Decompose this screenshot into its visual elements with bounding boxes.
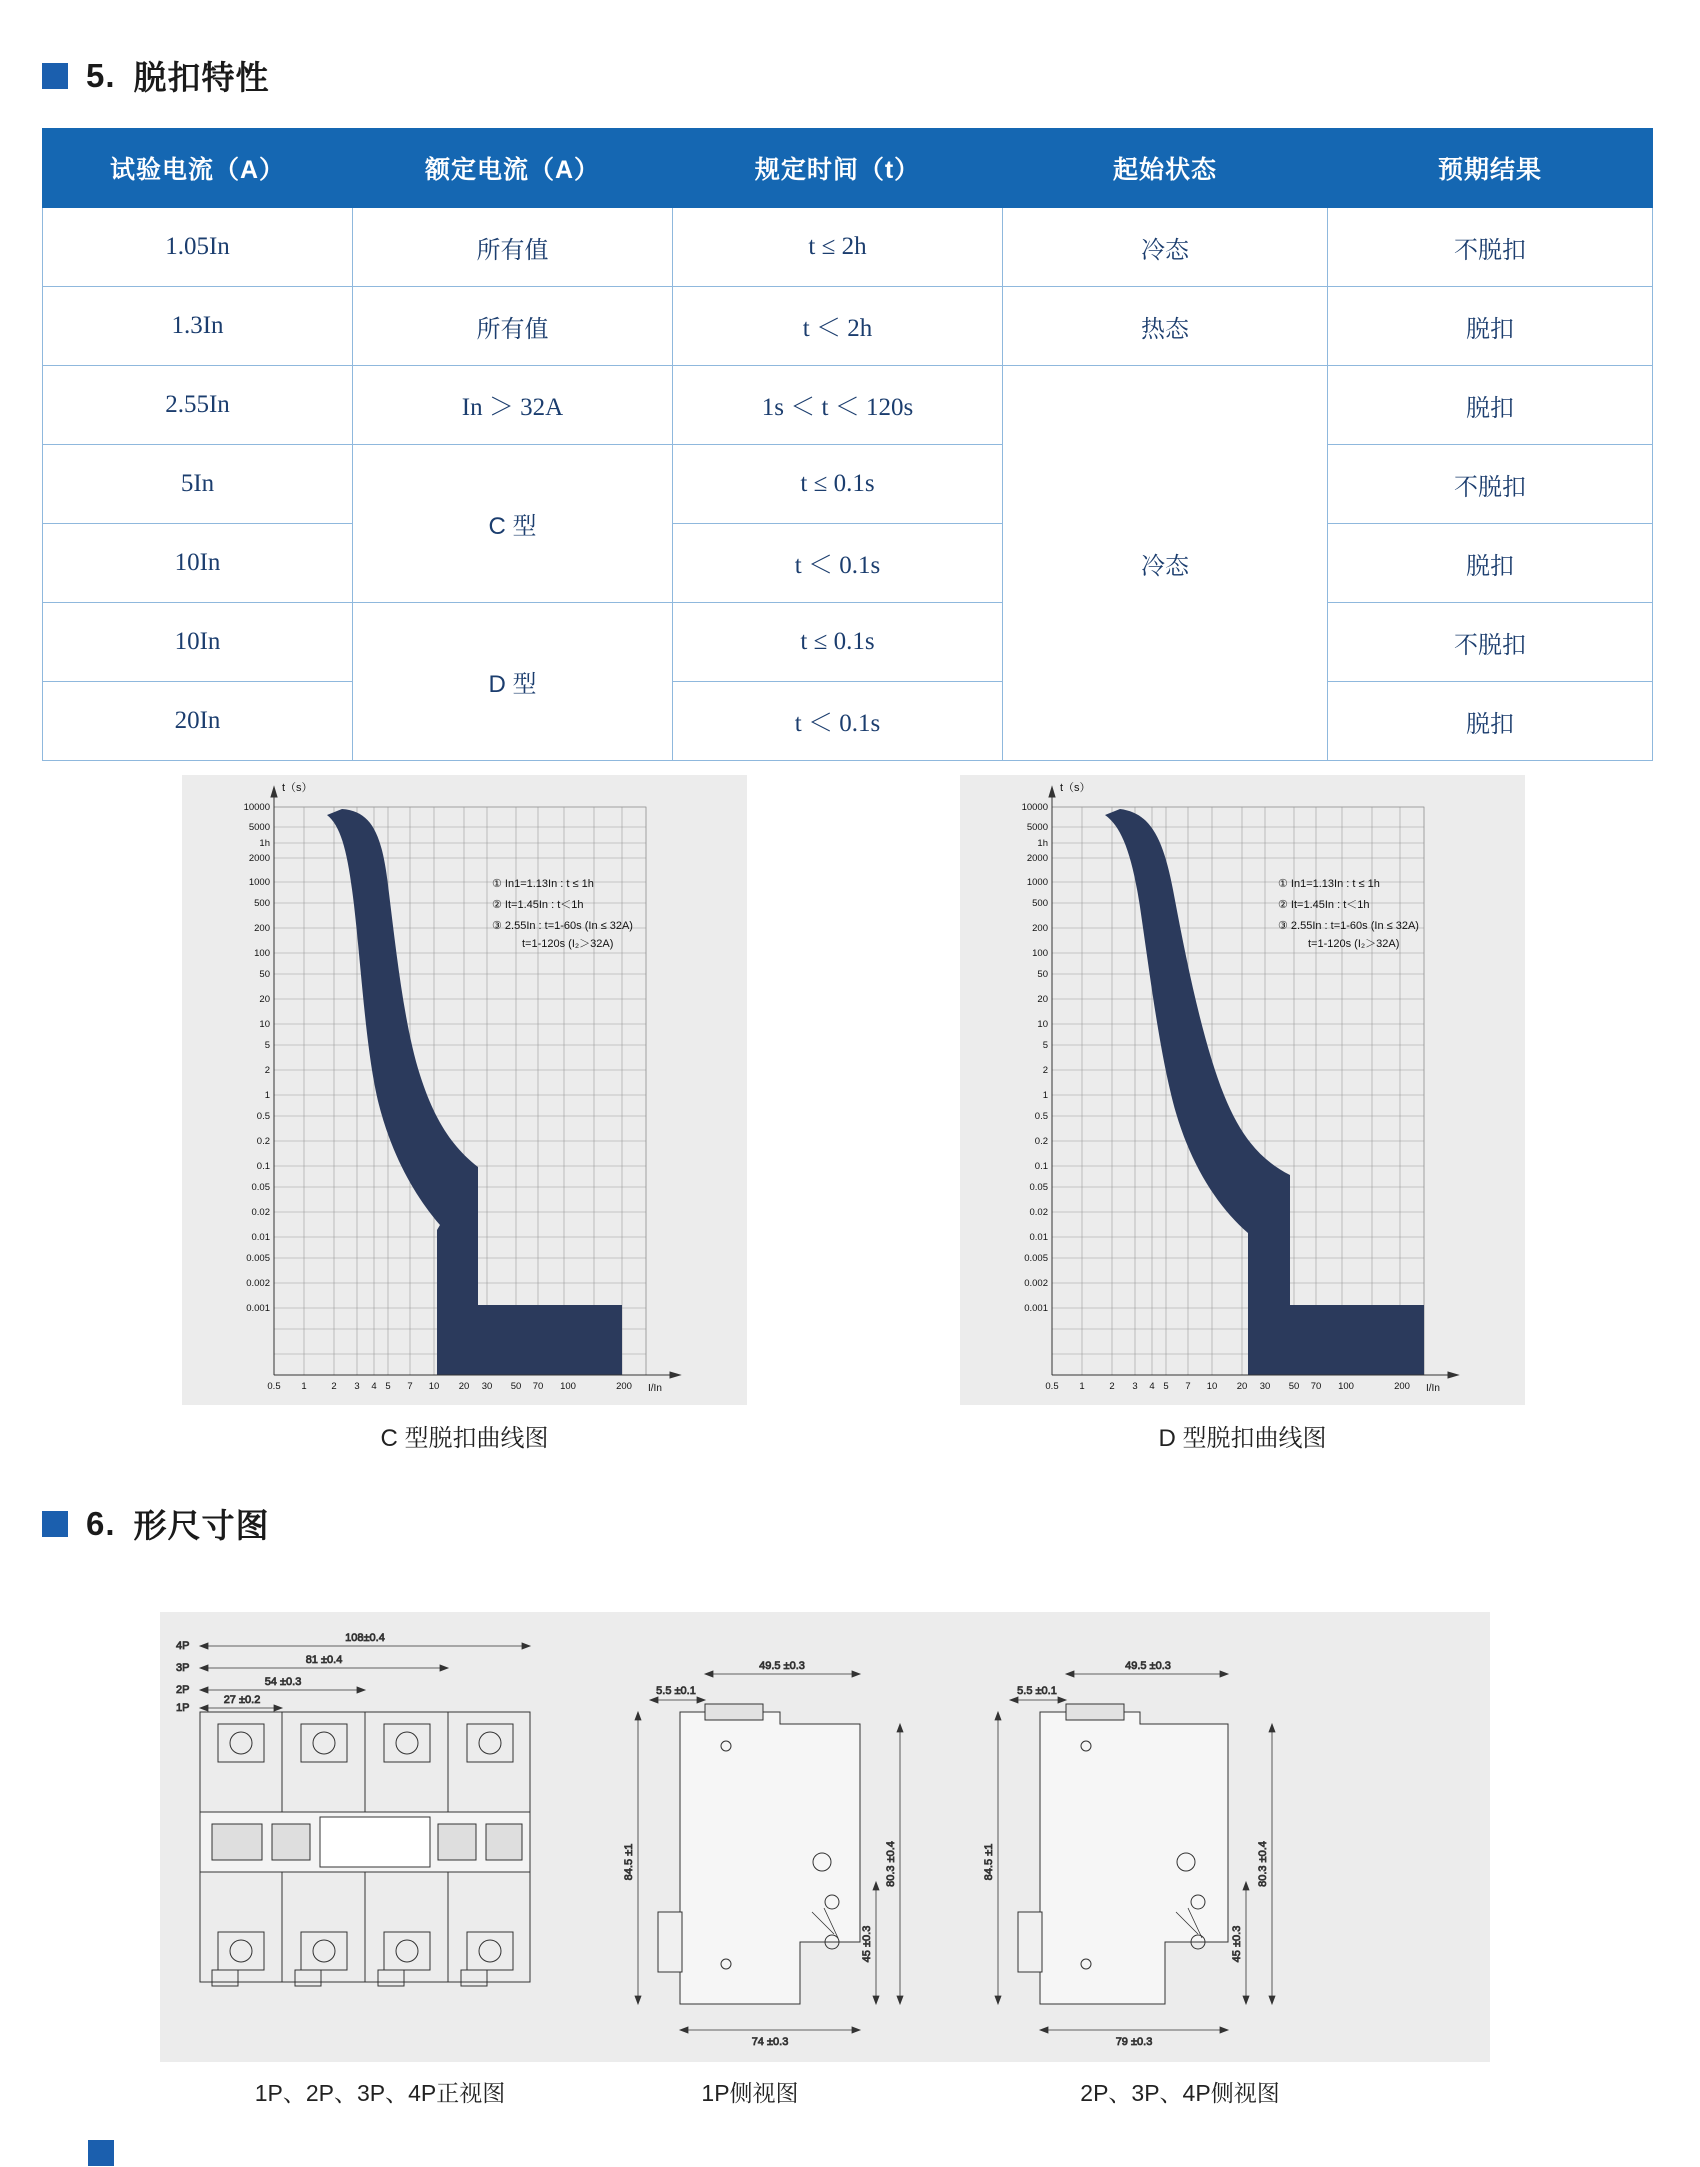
cell-rated-current: 所有值: [353, 287, 673, 366]
table-row: [43, 208, 1653, 287]
dim-front-81: 81 ±0.4: [305, 1654, 343, 1666]
section-title-6: 形尺寸图: [133, 1507, 270, 1544]
svg-text:70: 70: [532, 1381, 544, 1392]
svg-text:0.1: 0.1: [1034, 1161, 1048, 1172]
svg-text:0.005: 0.005: [246, 1253, 270, 1264]
caption-trip-curve-c: C 型脱扣曲线图: [380, 1425, 549, 1452]
svg-text:2000: 2000: [248, 853, 270, 864]
cell-initial-state: 热态: [1003, 287, 1328, 366]
svg-text:0.005: 0.005: [1024, 1253, 1048, 1264]
table-row: [43, 603, 1653, 682]
svg-text:7: 7: [407, 1381, 413, 1392]
svg-text:2: 2: [264, 1065, 270, 1076]
cell-test-current: 10In: [43, 524, 353, 603]
table-row: [43, 524, 1653, 603]
svg-text:5000: 5000: [1026, 822, 1048, 833]
svg-text:5: 5: [1042, 1040, 1048, 1051]
table-row: [43, 445, 1653, 524]
curve-note-c-1: ① In1=1.13In : t ≤ 1h: [492, 878, 594, 890]
table-row: [43, 366, 1653, 445]
cell-specified-time: t ≤ 0.1s: [673, 603, 1003, 682]
col-header-initial-state: 起始状态: [1003, 129, 1328, 208]
svg-text:100: 100: [1032, 948, 1048, 959]
svg-text:0.2: 0.2: [1034, 1136, 1048, 1147]
svg-text:I/In: I/In: [1426, 1383, 1440, 1394]
pole-label-4p: 4P: [176, 1640, 190, 1652]
svg-text:3: 3: [354, 1381, 360, 1392]
svg-text:1h: 1h: [1037, 838, 1048, 849]
curve-note-c-3: ③ 2.55In : t=1-60s (In ≤ 32A): [492, 920, 633, 932]
svg-text:30: 30: [481, 1381, 493, 1392]
svg-text:20: 20: [458, 1381, 470, 1392]
cell-rated-current-c-type: C 型: [353, 445, 673, 603]
svg-text:2: 2: [1042, 1065, 1048, 1076]
col-header-rated-current: 额定电流（A）: [353, 129, 673, 208]
cell-expected-result: 不脱扣: [1328, 208, 1653, 287]
svg-text:0.002: 0.002: [246, 1278, 270, 1289]
svg-text:t（s）: t（s）: [1060, 782, 1091, 794]
svg-text:7: 7: [1185, 1381, 1191, 1392]
svg-text:5: 5: [1163, 1381, 1169, 1392]
svg-text:100: 100: [1338, 1381, 1354, 1392]
curve-note-c-2: ② It=1.45In : t＜1h: [492, 899, 584, 911]
svg-text:50: 50: [259, 969, 270, 980]
caption-trip-curve-d: D 型脱扣曲线图: [1158, 1425, 1327, 1452]
svg-text:70: 70: [1310, 1381, 1322, 1392]
col-header-expected-result: 预期结果: [1328, 129, 1653, 208]
svg-text:0.002: 0.002: [1024, 1278, 1048, 1289]
svg-text:0.5: 0.5: [1034, 1111, 1048, 1122]
dim-front-27: 27 ±0.2: [223, 1694, 261, 1706]
caption-1p-side-view: 1P侧视图: [701, 2080, 799, 2106]
svg-text:30: 30: [1259, 1381, 1271, 1392]
svg-text:0.02: 0.02: [1029, 1207, 1048, 1218]
dim-1p-74: 74 ±0.3: [751, 2036, 789, 2048]
svg-text:200: 200: [1032, 923, 1048, 934]
svg-text:20: 20: [259, 994, 270, 1005]
dim-multi-845: 84.5 ±1: [983, 1843, 995, 1881]
cell-initial-state: 冷态: [1003, 208, 1328, 287]
caption-front-view: 1P、2P、3P、4P正视图: [254, 2080, 506, 2106]
section-heading-6: [42, 1500, 270, 1547]
svg-text:4: 4: [371, 1381, 377, 1392]
svg-text:200: 200: [1394, 1381, 1410, 1392]
cell-initial-state-merged: 冷态: [1003, 366, 1328, 761]
svg-text:0.5: 0.5: [256, 1111, 270, 1122]
svg-text:500: 500: [254, 898, 270, 909]
cell-rated-current-d-type: D 型: [353, 603, 673, 761]
cell-expected-result: 不脱扣: [1328, 445, 1653, 524]
dim-multi-79: 79 ±0.3: [1115, 2036, 1153, 2048]
cell-expected-result: 不脱扣: [1328, 603, 1653, 682]
cell-specified-time: t ＜ 0.1s: [673, 524, 1003, 603]
svg-text:5000: 5000: [248, 822, 270, 833]
svg-text:0.5: 0.5: [267, 1381, 281, 1392]
pole-label-3p: 3P: [176, 1662, 190, 1674]
svg-text:0.01: 0.01: [1029, 1232, 1048, 1243]
bullet-square-icon: [42, 63, 68, 89]
svg-text:10: 10: [1037, 1019, 1048, 1030]
cell-rated-current: 所有值: [353, 208, 673, 287]
cell-rated-current: In ＞ 32A: [353, 366, 673, 445]
svg-text:50: 50: [510, 1381, 522, 1392]
svg-text:100: 100: [560, 1381, 576, 1392]
curve-note-c-4: t=1-120s (I₂＞32A): [522, 938, 614, 950]
svg-text:0.1: 0.1: [256, 1161, 270, 1172]
dim-1p-45: 45 ±0.3: [861, 1925, 873, 1963]
cell-test-current: 20In: [43, 682, 353, 761]
svg-text:1: 1: [1042, 1090, 1048, 1101]
cell-specified-time: t ≤ 2h: [673, 208, 1003, 287]
cell-specified-time: t ≤ 0.1s: [673, 445, 1003, 524]
svg-text:t（s）: t（s）: [282, 782, 313, 794]
pole-label-1p: 1P: [176, 1702, 190, 1714]
svg-text:1000: 1000: [1026, 877, 1048, 888]
bullet-square-icon-bottom: [88, 2140, 114, 2166]
dim-multi-803: 80.3 ±0.4: [1257, 1841, 1269, 1887]
svg-text:4: 4: [1149, 1381, 1155, 1392]
cell-expected-result: 脱扣: [1328, 682, 1653, 761]
svg-text:10000: 10000: [243, 802, 270, 813]
svg-text:20: 20: [1037, 994, 1048, 1005]
svg-text:10: 10: [1206, 1381, 1218, 1392]
trip-characteristics-table: [42, 128, 1652, 761]
dim-multi-55: 5.5 ±0.1: [1017, 1685, 1057, 1697]
svg-text:10: 10: [428, 1381, 440, 1392]
svg-text:5: 5: [264, 1040, 270, 1051]
pole-label-2p: 2P: [176, 1684, 190, 1696]
cell-test-current: 1.3In: [43, 287, 353, 366]
svg-text:10: 10: [259, 1019, 270, 1030]
svg-text:500: 500: [1032, 898, 1048, 909]
col-header-test-current: 试验电流（A）: [43, 129, 353, 208]
svg-text:0.05: 0.05: [251, 1182, 270, 1193]
svg-text:1: 1: [1079, 1381, 1085, 1392]
dim-1p-495: 49.5 ±0.3: [759, 1660, 805, 1672]
svg-text:0.01: 0.01: [251, 1232, 270, 1243]
dim-front-108: 108±0.4: [345, 1632, 385, 1644]
curve-note-d-3: ③ 2.55In : t=1-60s (In ≤ 32A): [1278, 920, 1419, 932]
svg-text:0.5: 0.5: [1045, 1381, 1059, 1392]
col-header-specified-time: 规定时间（t）: [673, 129, 1003, 208]
trip-curve-d-figure: [960, 775, 1525, 1405]
curve-note-d-2: ② It=1.45In : t＜1h: [1278, 899, 1370, 911]
dimension-drawings-figure: [160, 1612, 1490, 2062]
svg-text:5: 5: [385, 1381, 391, 1392]
section-number-5: 5.: [86, 56, 116, 94]
svg-text:0.02: 0.02: [251, 1207, 270, 1218]
dim-1p-803: 80.3 ±0.4: [885, 1841, 897, 1887]
dim-1p-845: 84.5 ±1: [623, 1843, 635, 1881]
svg-text:I/In: I/In: [648, 1383, 662, 1394]
svg-text:200: 200: [616, 1381, 632, 1392]
dim-multi-495: 49.5 ±0.3: [1125, 1660, 1171, 1672]
cell-expected-result: 脱扣: [1328, 366, 1653, 445]
svg-text:0.001: 0.001: [246, 1303, 270, 1314]
cell-expected-result: 脱扣: [1328, 287, 1653, 366]
svg-text:3: 3: [1132, 1381, 1138, 1392]
cell-specified-time: 1s ＜ t ＜ 120s: [673, 366, 1003, 445]
trip-curve-c-figure: [182, 775, 747, 1405]
svg-text:50: 50: [1037, 969, 1048, 980]
table-header-row: [43, 129, 1653, 208]
cell-expected-result: 脱扣: [1328, 524, 1653, 603]
cell-test-current: 5In: [43, 445, 353, 524]
table-row: [43, 682, 1653, 761]
svg-text:1000: 1000: [248, 877, 270, 888]
svg-text:1: 1: [264, 1090, 270, 1101]
svg-text:0.05: 0.05: [1029, 1182, 1048, 1193]
dim-1p-55: 5.5 ±0.1: [656, 1685, 696, 1697]
svg-text:0.2: 0.2: [256, 1136, 270, 1147]
svg-text:200: 200: [254, 923, 270, 934]
svg-text:0.001: 0.001: [1024, 1303, 1048, 1314]
dimension-drawings-svg: [160, 1612, 1490, 2062]
svg-text:100: 100: [254, 948, 270, 959]
curve-note-d-1: ① In1=1.13In : t ≤ 1h: [1278, 878, 1380, 890]
section-title-5: 脱扣特性: [133, 59, 270, 96]
table-row: [43, 287, 1653, 366]
cell-test-current: 10In: [43, 603, 353, 682]
svg-text:50: 50: [1288, 1381, 1300, 1392]
dim-multi-45: 45 ±0.3: [1231, 1925, 1243, 1963]
svg-text:1: 1: [301, 1381, 307, 1392]
svg-text:10000: 10000: [1021, 802, 1048, 813]
cell-test-current: 2.55In: [43, 366, 353, 445]
bullet-square-icon: [42, 1511, 68, 1537]
cell-specified-time: t ＜ 0.1s: [673, 682, 1003, 761]
caption-multi-side-view: 2P、3P、4P侧视图: [1080, 2080, 1280, 2106]
svg-text:1h: 1h: [259, 838, 270, 849]
section-number-6: 6.: [86, 1504, 116, 1542]
svg-text:2: 2: [1109, 1381, 1115, 1392]
svg-text:20: 20: [1236, 1381, 1248, 1392]
section-heading-5: [42, 52, 270, 99]
svg-text:2: 2: [331, 1381, 337, 1392]
cell-specified-time: t ＜ 2h: [673, 287, 1003, 366]
dim-front-54: 54 ±0.3: [264, 1676, 302, 1688]
cell-test-current: 1.05In: [43, 208, 353, 287]
trip-curve-c-svg: [182, 775, 747, 1405]
curve-note-d-4: t=1-120s (I₂＞32A): [1308, 938, 1400, 950]
svg-text:2000: 2000: [1026, 853, 1048, 864]
trip-curve-d-svg: [960, 775, 1525, 1405]
